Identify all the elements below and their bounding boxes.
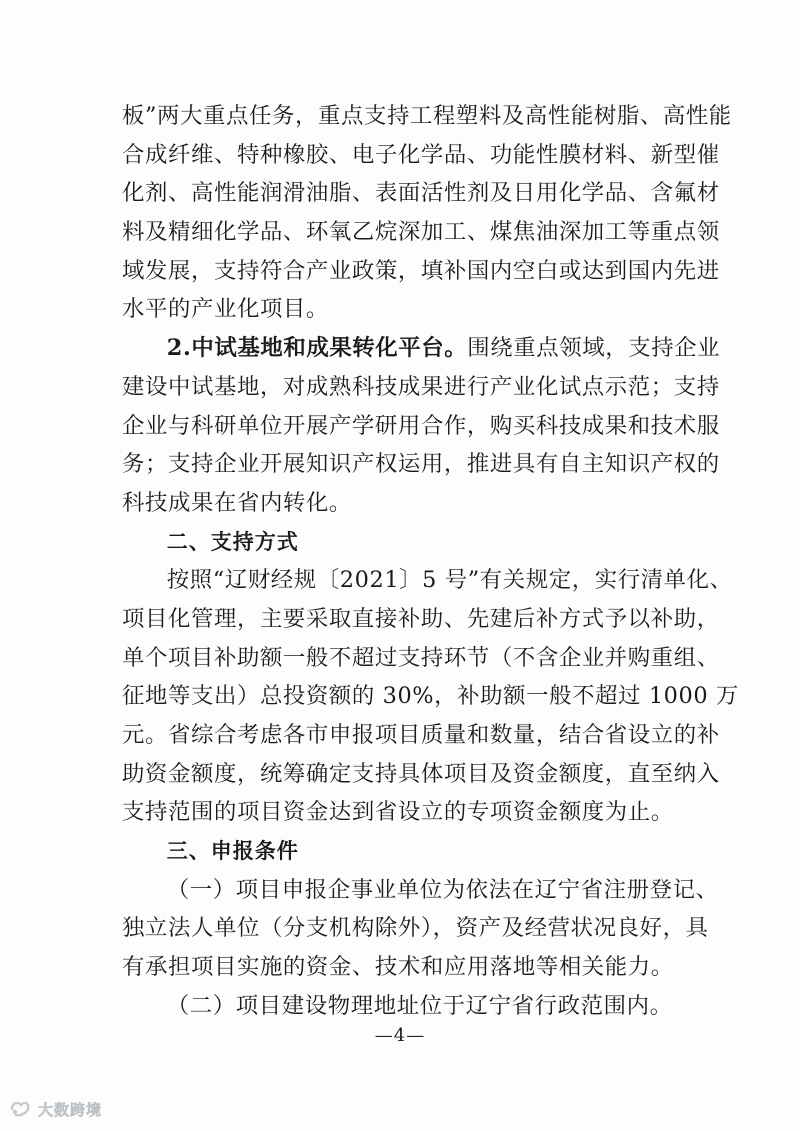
brand-logo-icon [6,1098,34,1120]
document-body [122,97,739,1026]
page-number: —4— [374,1025,426,1046]
text-line: 企业与科研单位开展产学研用合作，购买科技成果和技术服 [122,412,720,439]
text-line: 助资金额度，统筹确定支持具体项目及资金额度，直至纳入 [122,760,720,787]
text-line: 域发展，支持符合产业政策，填补国内空白或达到国内先进 [122,257,720,284]
paragraph-condition-two [122,987,682,1026]
watermark-text: 大数跨境 [38,1100,103,1119]
text-line: （二）项目建设物理地址位于辽宁省行政范围内。 [166,992,673,1019]
paragraph-pilot-base [122,329,721,522]
section-heading-application-conditions: 三、申报条件 [166,839,299,864]
text-line [122,329,721,368]
text-line: 建设中试基地，对成熟科技成果进行产业化试点示范；支持 [122,373,720,400]
text-line: 务；支持企业开展知识产权运用，推进具有自主知识产权的 [122,451,720,478]
text-line: 元。省综合考虑各市申报项目质量和数量，结合省设立的补 [122,722,720,748]
section-heading-support-method: 二、支持方式 [166,529,299,554]
text-span: 围绕重点领域，支持企业 [467,335,721,362]
text-line: 支持范围的项目资金达到省设立的专项资金额度为止。 [122,799,674,826]
text-line: 独立法人单位（分支机构除外），资产及经营状况良好，具 [122,915,709,942]
paragraph-support-method [122,561,739,832]
watermark [6,1098,102,1120]
text-line: 水平的产业化项目。 [122,296,329,323]
text-line: 单个项目补助额一般不超过支持环节（不含企业并购重组、 [122,644,720,671]
text-line: 合成纤维、特种橡胶、电子化学品、功能性膜材料、新型催 [122,141,720,168]
text-line: 项目化管理，主要采取直接补助、先建后补方式予以补助， [122,605,720,632]
text-line: 料及精细化学品、环氧乙烷深加工、煤焦油深加工等重点领 [122,219,720,246]
text-line: 板”两大重点任务，重点支持工程塑料及高性能树脂、高性能 [122,103,732,129]
paragraph-key-tasks [122,97,732,329]
text-line: 征地等支出）总投资额的 30%，补助额一般不超过 1000 万 [122,683,739,710]
text-line: 科技成果在省内转化。 [122,489,352,516]
section-lead-bold: 2.中试基地和成果转化平台。 [166,335,468,362]
text-line: 按照“辽财经规〔2021〕5 号”有关规定，实行清单化、 [166,567,733,594]
text-line: 化剂、高性能润滑油脂、表面活性剂及日用化学品、含氟材 [122,180,720,207]
paragraph-condition-one [122,871,719,987]
text-line: 有承担项目实施的资金、技术和应用落地等相关能力。 [122,954,674,981]
text-line: （一）项目申报企事业单位为依法在辽宁省注册登记、 [166,876,719,903]
